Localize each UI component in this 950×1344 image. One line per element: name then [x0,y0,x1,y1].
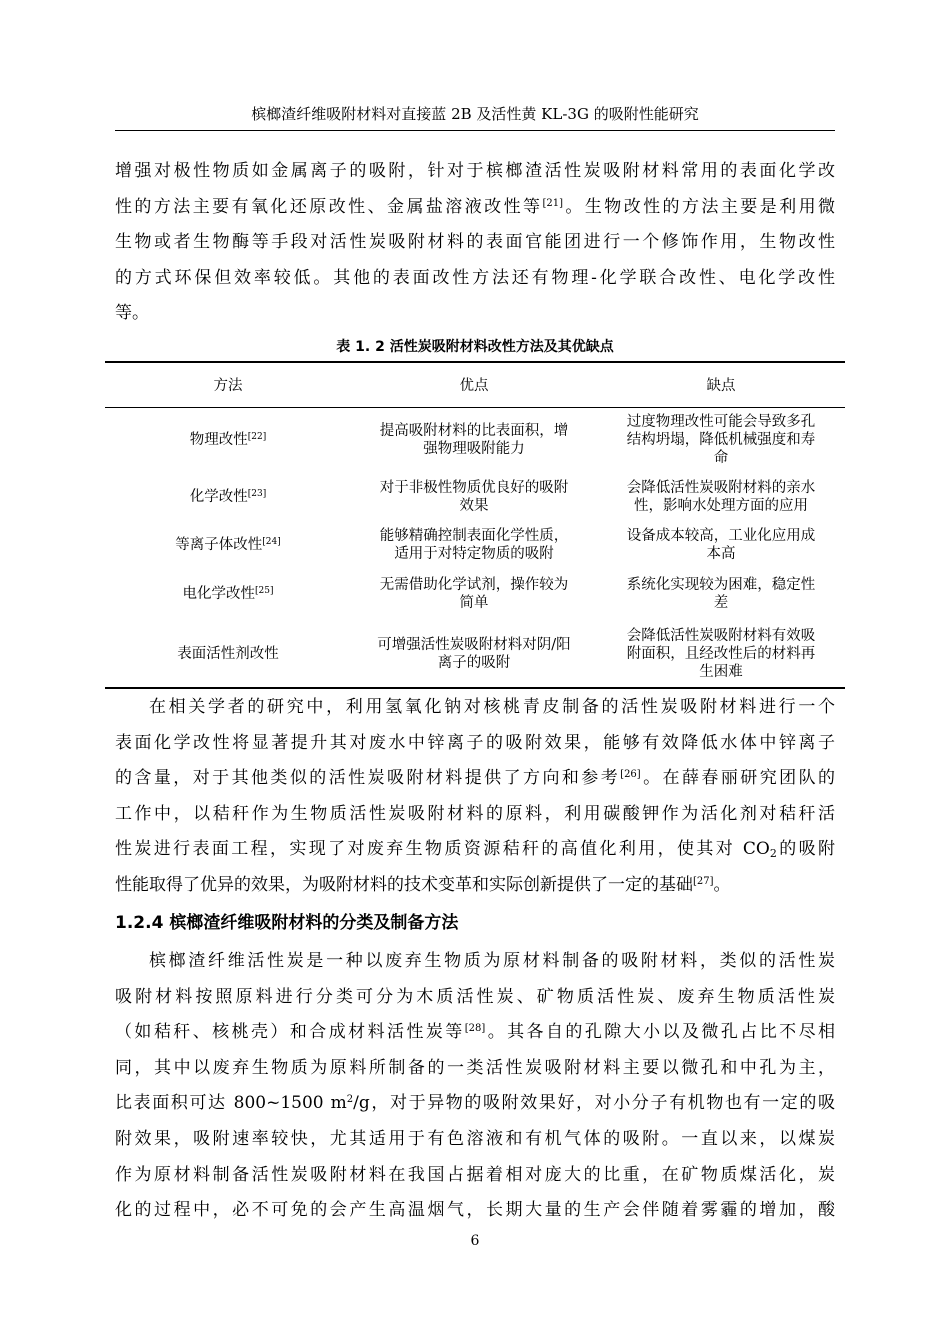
table-header-row [105,361,845,408]
table-caption: 表 1. 2 活性炭吸附材料改性方法及其优缺点 [336,339,614,355]
citation-ref: [21] [542,197,563,209]
disadvantage-cell: 过度物理改性可能会导致多孔 结构坍塌，降低机械强度和寿 命 [626,413,816,466]
text-line: 性炭进行表面工程，实现了对废弃生物质资源秸秆的高值化利用，使其对 $CO_2$的吸附 [115,839,835,861]
citation-ref: [26] [620,769,641,781]
paragraph-intro [115,154,835,332]
table-row [105,472,845,522]
text-line: 在相关学者的研究中，利用氢氧化钠对核桃青皮制备的活性炭吸附材料进行一个 [149,697,835,717]
subscript: 2 [769,847,777,861]
text-line: 表面化学改性将显著提升其对废水中锌离子的吸附效果，能够有效降低水体中锌离子 [115,732,835,753]
method-cell: 物理改性[22] [189,431,267,448]
text-line: （如秸秆、核桃壳）和合成材料活性炭等[28]。其各自的孔隙大小以及微孔占比不尽相 [115,1022,835,1043]
column-header-disadvantages: 缺点 [597,361,845,408]
superscript: 2 [346,1094,354,1106]
text-line: 增强对极性物质如金属离子的吸附，针对于槟榔渣活性炭吸附材料常用的表面化学改 [115,161,835,181]
method-cell: 电化学改性[25] [182,585,274,602]
table-row [105,408,845,472]
text-line: 的含量，对于其他类似的活性炭吸附材料提供了方向和参考[26]。在薛春丽研究团队的 [115,768,835,789]
paragraph-classification [115,944,835,1229]
advantage-cell: 无需借助化学试剂，操作较为 简单 [379,576,569,611]
running-header: 槟榔渣纤维吸附材料对直接蓝 2B 及活性黄 KL-3G 的吸附性能研究 [251,105,699,123]
text-line: 同，其中以废弃生物质为原料所制备的一类活性炭吸附材料主要以微孔和中孔为主， [115,1057,835,1078]
text-line: 等。 [115,303,149,324]
text-line: 附效果，吸附速率较快，尤其适用于有色溶液和有机气体的吸附。一直以来，以煤炭 [115,1128,835,1149]
text-line: 生物或者生物酶等手段对活性炭吸附材料的表面官能团进行一个修饰作用，生物改性 [115,232,835,253]
text-line: 吸附材料按照原料进行分类可分为木质活性炭、矿物质活性炭、废弃生物质活性炭 [115,986,835,1007]
text-line: 作为原材料制备活性炭吸附材料在我国占据着相对庞大的比重，在矿物质煤活化，炭 [115,1164,835,1185]
text-line: 槟榔渣纤维活性炭是一种以废弃生物质为原材料制备的吸附材料，类似的活性炭 [149,951,835,971]
text-line: 性的方法主要有氧化还原改性、金属盐溶液改性等[21]。生物改性的方法主要是利用微 [115,196,835,217]
method-cell: 表面活性剂改性 [177,645,279,662]
text-line: 性能取得了优异的效果，为吸附材料的技术变革和实际创新提供了一定的基础[27]。 [115,874,731,895]
advantage-cell: 可增强活性炭吸附材料对阴/阳 离子的吸附 [377,636,571,671]
citation-ref: [28] [464,1023,486,1035]
section-heading: 1.2.4 槟榔渣纤维吸附材料的分类及制备方法 [115,913,459,933]
header-rule [115,130,835,131]
text-line: 的方式环保但效率较低。其他的表面改性方法还有物理-化学联合改性、电化学改性 [115,267,835,288]
table-row [105,568,845,620]
citation-ref: [27] [693,875,714,887]
paragraph-research [115,690,835,904]
advantage-cell: 对于非极性物质优良好的吸附 效果 [379,479,569,514]
text-line: 比表面积可达 800~1500 $m^2/g$，对于异物的吸附效果好，对小分子有机物也有一定的吸 [115,1093,835,1114]
disadvantage-cell: 系统化实现较为困难，稳定性 差 [626,576,816,611]
table-row [105,522,845,568]
table-row [105,620,845,688]
column-header-advantages: 优点 [351,361,597,408]
page-number: 6 [470,1233,480,1249]
column-header-method: 方法 [105,361,351,408]
text-line: 化的过程中，必不可免的会产生高温烟气，长期大量的生产会伴随着雾霾的增加，酸 [115,1200,835,1221]
advantage-cell: 能够精确控制表面化学性质， 适用于对特定物质的吸附 [379,527,569,562]
method-cell: 化学改性[23] [189,488,267,505]
table-bottom-rule [105,687,845,689]
disadvantage-cell: 设备成本较高，工业化应用成 本高 [626,527,816,562]
text-line: 工作中，以秸秆作为生物质活性炭吸附材料的原料，利用碳酸钾作为活化剂对秸秆活 [115,803,835,824]
disadvantage-cell: 会降低活性炭吸附材料有效吸 附面积，且经改性后的材料再 生困难 [626,627,816,680]
modification-methods-table [105,361,845,688]
method-cell: 等离子体改性[24] [175,536,281,553]
disadvantage-cell: 会降低活性炭吸附材料的亲水 性，影响水处理方面的应用 [626,479,816,514]
advantage-cell: 提高吸附材料的比表面积，增 强物理吸附能力 [379,422,569,457]
